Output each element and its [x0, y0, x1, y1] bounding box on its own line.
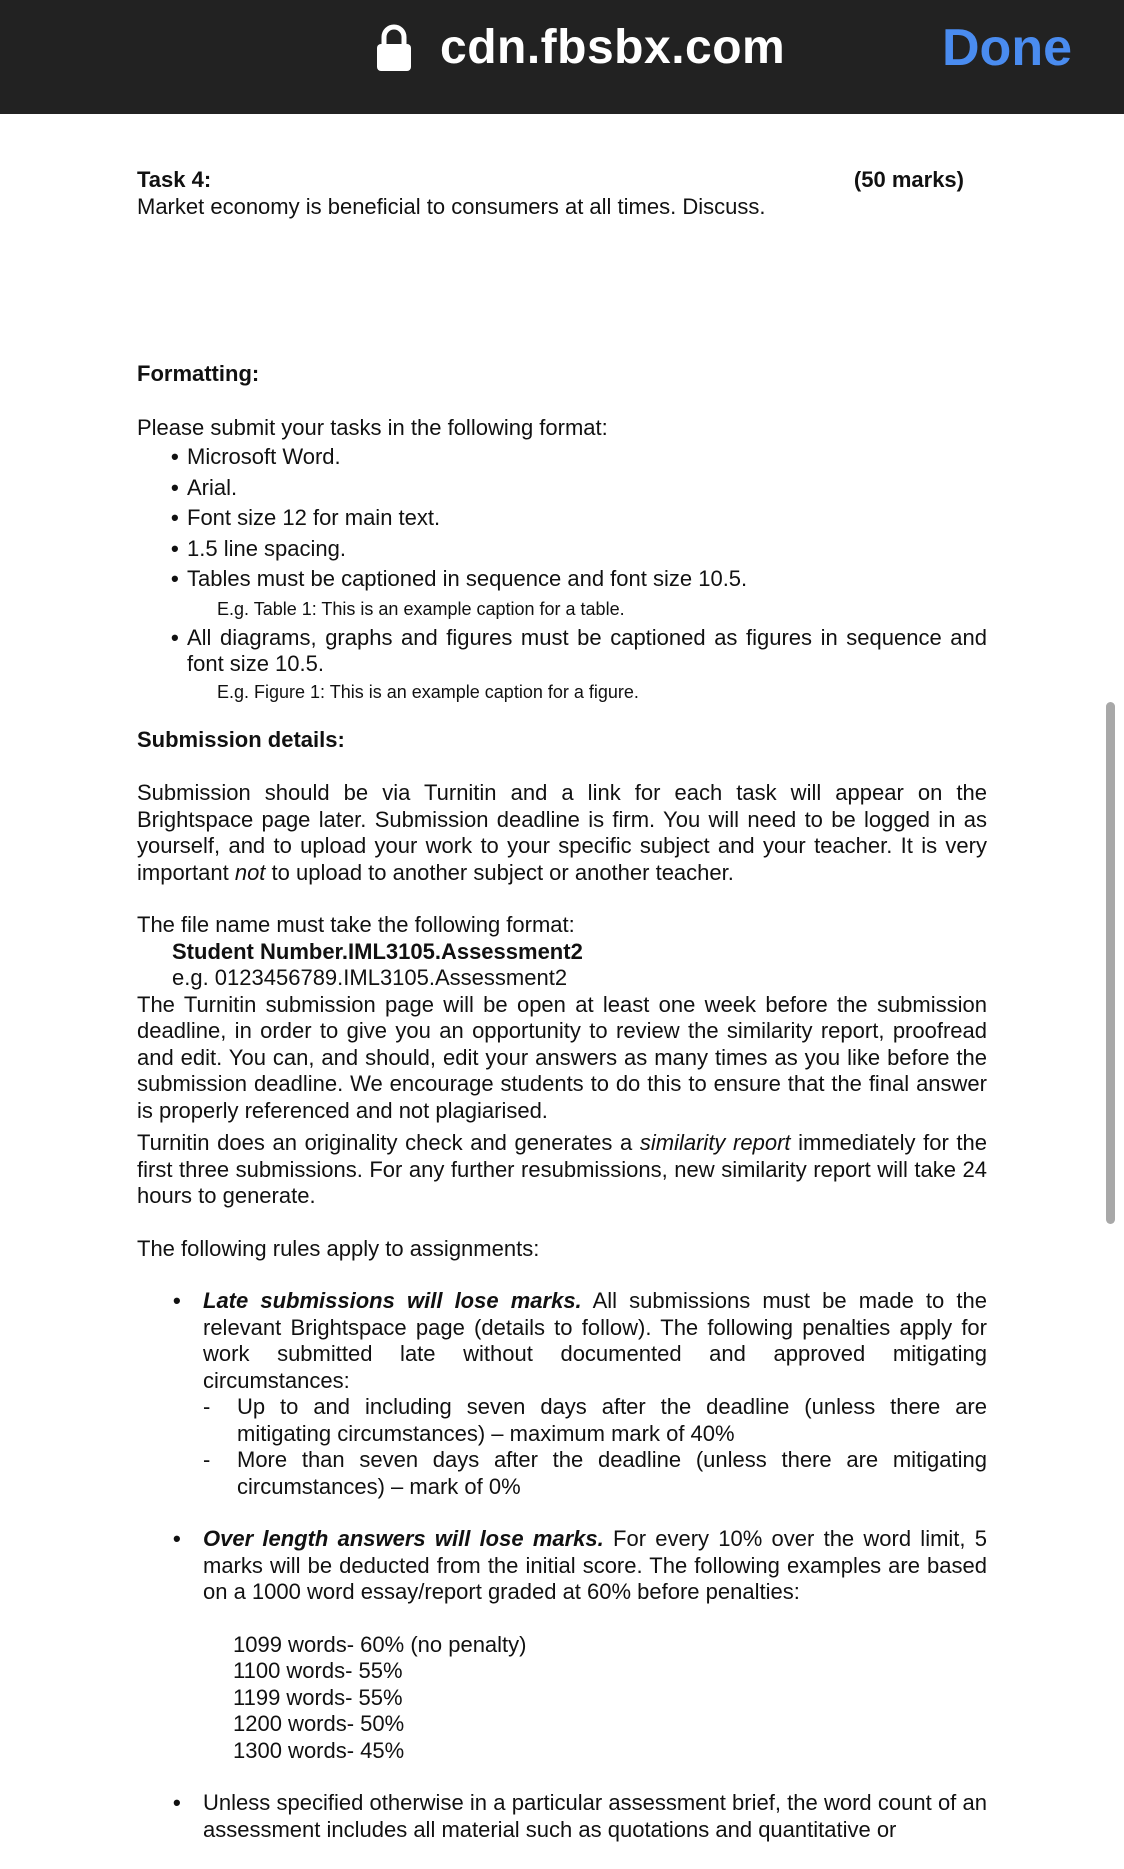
bullet-icon: •	[173, 1526, 181, 1551]
bullet-icon: •	[171, 474, 179, 500]
submission-paragraph: Submission should be via Turnitin and a link for each task will appear on the Brightspace page later. Submission deadline is firm. You will need to be logged in as yourself, and to upload your work to your specific subject and your teacher. It is very important not to upload to another subject or another teacher.	[137, 780, 987, 885]
task-question: Market economy is beneficial to consumers at all times. Discuss.	[137, 193, 766, 219]
list-item: • Late submissions will lose marks. All submissions must be made to the relevant Brightspace page (details to follow). The following penalties apply for work submitted late without documented and approved mitigating circumstances:	[173, 1288, 988, 1393]
url-text: cdn.fbsbx.com	[440, 21, 786, 74]
filename-format: Student Number.IML3105.Assessment2	[172, 938, 583, 964]
list-item: • Font size 12 for main text.	[171, 505, 441, 530]
figure-caption-example: E.g. Figure 1: This is an example caption for a figure.	[217, 681, 639, 702]
list-item: - More than seven days after the deadline (unless there are mitigating circumstances) – mark of 0%	[203, 1447, 987, 1499]
list-item: • 1.5 line spacing.	[171, 535, 346, 561]
list-item: • Microsoft Word.	[171, 444, 341, 469]
bullet-icon: •	[173, 1288, 181, 1313]
list-item: • Arial.	[171, 474, 238, 500]
bullet-icon: •	[171, 444, 179, 469]
task-header	[137, 167, 987, 194]
list-item: 1300 words- 45%	[233, 1737, 405, 1763]
list-item: - Up to and including seven days after the deadline (unless there are mitigating circumstances) – maximum mark of 40%	[203, 1394, 987, 1446]
list-item: 1100 words- 55%	[233, 1658, 403, 1683]
bullet-icon: •	[171, 505, 179, 530]
scrollbar[interactable]	[1106, 702, 1115, 1224]
formatting-intro: Please submit your tasks in the following format:	[137, 414, 608, 440]
list-item: 1099 words- 60% (no penalty)	[233, 1631, 527, 1657]
list-item: • Over length answers will lose marks. For every 10% over the word limit, 5 marks will be deducted from the initial score. The following examples are based on a 1000 word essay/report graded at 60% before penalties:	[173, 1526, 987, 1604]
similarity-paragraph: Turnitin does an originality check and generates a similarity report immediately for the first three submissions. For any further resubmissions, new similarity report will take 24 hours to generate.	[137, 1130, 987, 1208]
task-title: Task 4:	[137, 167, 212, 192]
bullet-icon: •	[171, 624, 179, 650]
bullet-icon: •	[173, 1790, 181, 1815]
list-item: • Unless specified otherwise in a particular assessment brief, the word count of an assessment includes all material such as quotations and quantitative or	[173, 1790, 987, 1842]
bullet-icon: •	[171, 535, 179, 561]
rules-intro: The following rules apply to assignments:	[137, 1235, 540, 1261]
turnitin-paragraph: The Turnitin submission page will be open at least one week before the submission deadline, in order to give you an opportunity to review the similarity report, proofread and edit. You can, and should, edit your answers as many times as you like before the submission deadline. We encourage students to do this to ensure that the final answer is properly referenced and not plagiarised.	[137, 991, 987, 1123]
done-button[interactable]: Done	[942, 19, 1072, 77]
formatting-heading: Formatting:	[137, 361, 260, 386]
list-item: • Tables must be captioned in sequence and font size 10.5.	[171, 566, 748, 591]
document-body	[137, 167, 987, 1843]
filename-example: e.g. 0123456789.IML3105.Assessment2	[172, 965, 568, 990]
bullet-icon: •	[171, 566, 179, 591]
word-count-examples	[137, 1632, 987, 1765]
list-item: 1199 words- 55%	[233, 1684, 403, 1710]
table-caption-example: E.g. Table 1: This is an example caption for a table.	[217, 598, 625, 619]
list-item: 1200 words- 50%	[233, 1711, 405, 1736]
submission-heading: Submission details:	[137, 726, 345, 752]
lock-icon	[375, 24, 413, 72]
browser-top-bar	[0, 0, 1124, 114]
list-item: • All diagrams, graphs and figures must be captioned as figures in sequence and font size 10.5.	[171, 624, 987, 676]
filename-intro: The file name must take the following format:	[137, 912, 575, 937]
task-marks: (50 marks)	[853, 167, 964, 192]
